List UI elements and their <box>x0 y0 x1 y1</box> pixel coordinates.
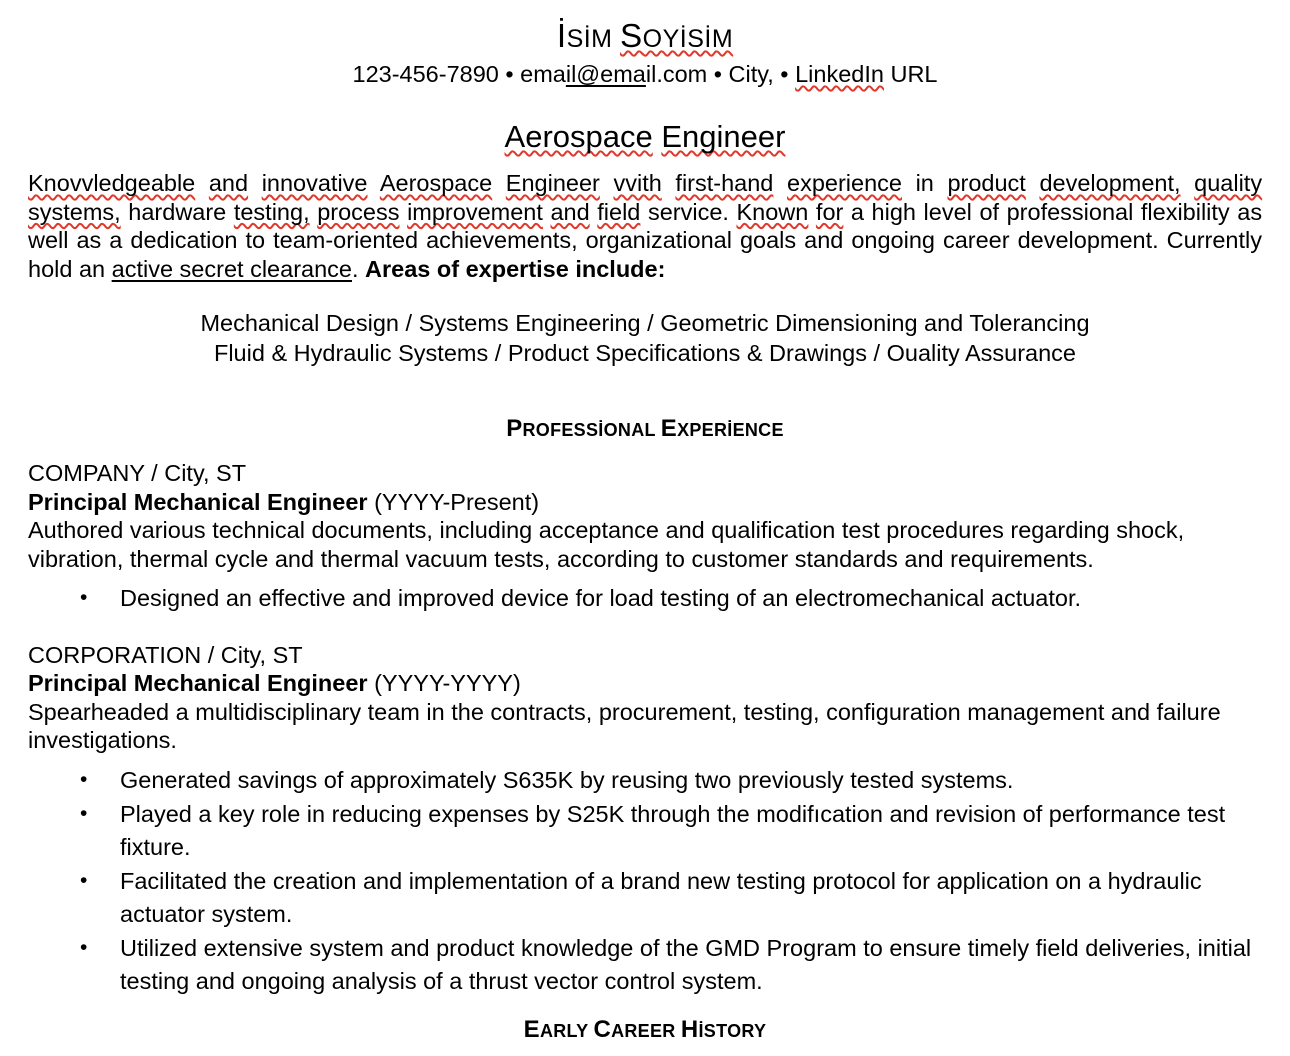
contact-line <box>28 59 1262 89</box>
misspelled-word: Known <box>736 198 809 225</box>
list-item: • Utilized extensive system and product knowledge of the GMD Program to ensure timely field deliveries, initial testing and ongoing analysis of a thrust vector control system. <box>120 932 1262 997</box>
role-title <box>28 118 1262 156</box>
achievement-list <box>28 764 1262 998</box>
list-item: • Facilitated the creation and implementation of a brand new testing protocol for application on a hydraulic actuator system. <box>120 865 1262 930</box>
job-description: Authored various technical documents, including acceptance and qualification test procedures regarding shock, vibration, thermal cycle and thermal vacuum tests, according to customer standards and requirements. <box>28 517 1185 572</box>
list-item: • Generated savings of approximately S635K by reusing two previously tested systems. <box>120 764 1262 797</box>
misspelled-word: Aerospace <box>504 119 653 154</box>
text-segment: PROFESSİONAL EXPERİENCE <box>506 415 784 442</box>
text-segment: EARLY CAREER HİSTORY <box>523 1016 767 1043</box>
summary-paragraph <box>28 169 1262 283</box>
misspelled-word: innovative <box>261 170 368 196</box>
expertise-block <box>28 309 1262 368</box>
misspelled-word: field <box>597 198 641 225</box>
misspelled-word: systems, <box>28 198 121 225</box>
text-segment: 123-456-7890 • ema <box>352 61 566 87</box>
candidate-name <box>28 20 1262 56</box>
text-segment: service. <box>640 198 737 225</box>
company-name: CORPORATION / City, ST <box>28 641 303 668</box>
expertise-line-1: Mechanical Design / Systems Engineering / Geometric Dimensioning and Tolerancing <box>200 310 1090 336</box>
text-segment <box>492 170 506 196</box>
text-segment: Areas of expertise include: <box>365 255 666 282</box>
misspelled-word: process <box>317 198 400 225</box>
text-segment <box>600 170 614 196</box>
misspelled-word: and <box>550 198 590 225</box>
misspelled-word: LinkedIn <box>795 61 884 87</box>
text-segment: a high level of professional flexibility as well as a dedication to team-oriented achievements, organizational goals and ongoing career development. Currently hold an <box>28 198 1263 282</box>
experience-entry-company <box>28 459 1262 615</box>
achievement-list <box>28 582 1262 615</box>
text-segment <box>1181 170 1195 196</box>
text-segment: il.com • City, • <box>645 61 796 87</box>
expertise-line-2: Fluid & Hydraulic Systems / Product Specifications & Drawings / Ouality Assurance <box>213 339 1076 366</box>
text-segment: . <box>351 255 366 282</box>
misspelled-word: and <box>208 170 249 196</box>
text-segment: URL <box>883 61 938 87</box>
misspelled-word: Engineer <box>661 119 786 154</box>
text-segment: il@ema <box>565 61 646 87</box>
text-segment <box>248 170 262 196</box>
list-item: • Played a key role in reducing expenses by S25K through the modifıcation and revision of performance test fixture. <box>120 798 1262 863</box>
list-item: • Designed an effective and improved device for load testing of an electromechanical actuator. <box>120 582 1262 615</box>
misspelled-word: product <box>947 170 1026 196</box>
text-segment: İSİM <box>556 18 613 55</box>
misspelled-word: vvith <box>613 170 662 196</box>
text-segment <box>808 199 816 225</box>
company-name: COMPANY / City, ST <box>28 460 247 486</box>
misspelled-word: Aerospace <box>379 170 493 196</box>
experience-entry-corporation <box>28 641 1262 998</box>
section-header-early-career <box>28 1018 1262 1043</box>
text-segment <box>662 170 676 196</box>
job-title <box>28 488 1262 517</box>
misspelled-word: Engineer <box>505 170 600 196</box>
misspelled-word: first-hand <box>675 170 774 196</box>
text-segment <box>1026 170 1040 196</box>
text-segment: Principal Mechanical Engineer <box>28 488 368 515</box>
section-header-professional-experience <box>28 417 1262 442</box>
text-segment <box>368 170 380 196</box>
misspelled-word: for <box>815 198 844 225</box>
text-segment: Principal Mechanical Engineer <box>28 670 368 696</box>
misspelled-word: experience <box>787 170 902 196</box>
text-segment: active secret clearance <box>111 255 352 282</box>
misspelled-word: quality <box>1194 170 1263 196</box>
misspelled-word: testing, <box>233 198 310 225</box>
text-segment: (YYYY-YYYY) <box>367 670 521 696</box>
misspelled-word: Knovvledgeable <box>28 170 196 196</box>
text-segment: hardware <box>120 198 234 225</box>
text-segment <box>399 199 407 225</box>
misspelled-word: development, <box>1039 170 1181 196</box>
job-title <box>28 669 1262 698</box>
text-segment: (YYYY-Present) <box>367 488 540 515</box>
misspelled-word: improvement <box>407 198 543 225</box>
job-description: Spearheaded a multidisciplinary team in the contracts, procurement, testing, configuration management and failure investigations. <box>28 698 1221 753</box>
text-segment: in <box>901 170 948 196</box>
misspelled-word: SOYİSİM <box>619 18 734 55</box>
text-segment <box>773 170 787 196</box>
text-segment <box>195 170 209 196</box>
